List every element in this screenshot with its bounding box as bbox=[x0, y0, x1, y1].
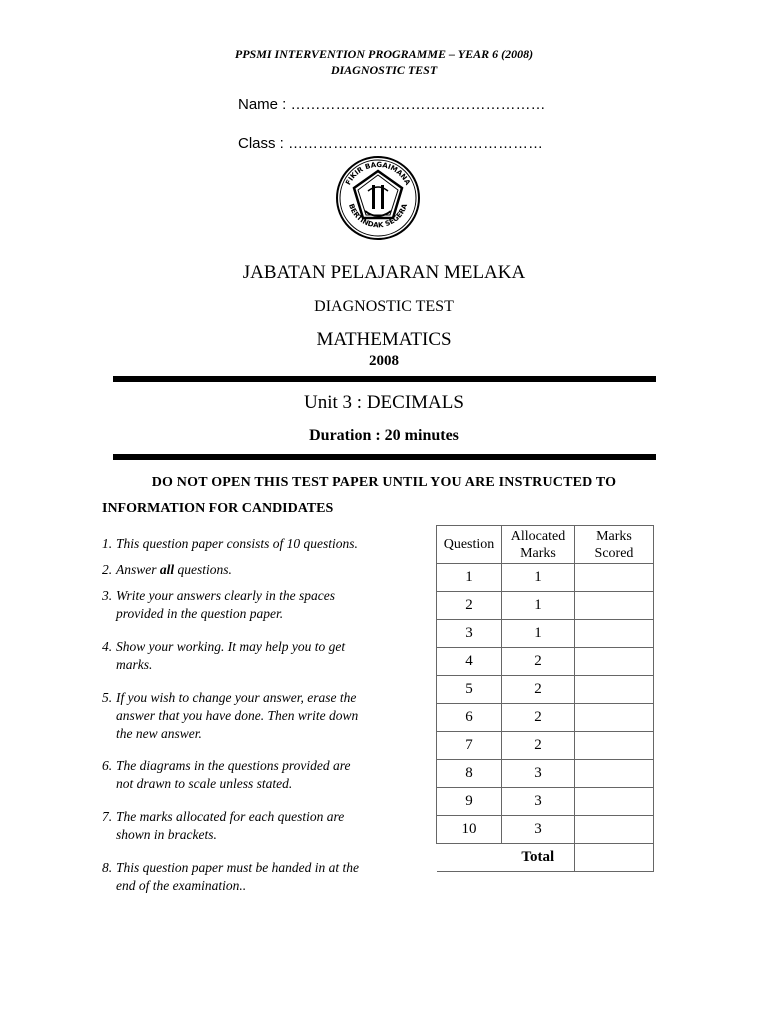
header-question: Question bbox=[437, 526, 502, 564]
table-row: 2 1 bbox=[437, 592, 654, 620]
emphasis-all: all bbox=[159, 562, 175, 577]
instruction-item: 4. Show your working. It may help you to get marks. bbox=[102, 639, 346, 672]
seal-top-text: FIKIR BAGAIMANA bbox=[344, 160, 412, 187]
warning-text: DO NOT OPEN THIS TEST PAPER UNTIL YOU ARE INSTRUCTED TO bbox=[151, 475, 617, 490]
score-cell[interactable] bbox=[575, 816, 654, 844]
instruction-item: 5. If you wish to change your answer, erase the answer that you have done. Then write down the new answer. bbox=[102, 690, 359, 741]
table-row: 8 3 bbox=[437, 760, 654, 788]
seal-bottom-text: BERTINDAK SEGERA bbox=[346, 202, 410, 230]
score-cell[interactable] bbox=[575, 620, 654, 648]
table-row: 6 2 bbox=[437, 704, 654, 732]
marks-table bbox=[436, 525, 654, 872]
score-cell[interactable] bbox=[575, 564, 654, 592]
duration-label: Duration : 20 minutes bbox=[309, 427, 459, 444]
instruction-item: 6. The diagrams in the questions provided are not drawn to scale unless stated. bbox=[102, 758, 351, 791]
table-row: 1 1 bbox=[437, 564, 654, 592]
divider-bottom bbox=[113, 454, 656, 460]
programme-header: PPSMI INTERVENTION PROGRAMME – YEAR 6 (2008) bbox=[234, 47, 534, 61]
score-cell[interactable] bbox=[575, 676, 654, 704]
score-cell[interactable] bbox=[575, 592, 654, 620]
test-title: DIAGNOSTIC TEST bbox=[314, 298, 454, 315]
instruction-item: 2. Answer all questions. bbox=[102, 562, 232, 577]
department-title: JABATAN PELAJARAN MELAKA bbox=[242, 262, 526, 283]
score-cell[interactable] bbox=[575, 760, 654, 788]
divider-top bbox=[113, 376, 656, 382]
table-header-row bbox=[437, 526, 654, 564]
unit-title: Unit 3 : DECIMALS bbox=[304, 392, 464, 413]
total-score-cell[interactable] bbox=[575, 844, 654, 872]
subject-title: MATHEMATICS bbox=[316, 329, 452, 350]
score-cell[interactable] bbox=[575, 732, 654, 760]
info-title: INFORMATION FOR CANDIDATES bbox=[102, 501, 334, 516]
table-row: 4 2 bbox=[437, 648, 654, 676]
class-field[interactable]: Class : …………………………………………… bbox=[238, 135, 544, 152]
instruction-item: 7. The marks allocated for each question are shown in brackets. bbox=[102, 809, 345, 842]
table-row: 10 3 bbox=[437, 816, 654, 844]
table-row: 7 2 bbox=[437, 732, 654, 760]
header-allocated-marks: Allocated Marks bbox=[502, 526, 575, 564]
seal-icon bbox=[335, 155, 421, 246]
score-cell[interactable] bbox=[575, 788, 654, 816]
score-cell[interactable] bbox=[575, 648, 654, 676]
header-marks-scored: Marks Scored bbox=[575, 526, 654, 564]
total-label: Total bbox=[502, 844, 575, 872]
score-cell[interactable] bbox=[575, 704, 654, 732]
instruction-item: 3. Write your answers clearly in the spaces provided in the question paper. bbox=[102, 588, 335, 621]
total-row bbox=[437, 844, 654, 872]
year-label: 2008 bbox=[369, 353, 399, 369]
name-field[interactable]: Name : …………………………………………… bbox=[238, 96, 546, 113]
instruction-item: 1. This question paper consists of 10 questions. bbox=[102, 536, 358, 551]
table-row: 3 1 bbox=[437, 620, 654, 648]
test-type-header: DIAGNOSTIC TEST bbox=[330, 63, 438, 77]
table-row: 5 2 bbox=[437, 676, 654, 704]
instruction-item: 8. This question paper must be handed in at the end of the examination.. bbox=[102, 860, 359, 893]
table-row: 9 3 bbox=[437, 788, 654, 816]
